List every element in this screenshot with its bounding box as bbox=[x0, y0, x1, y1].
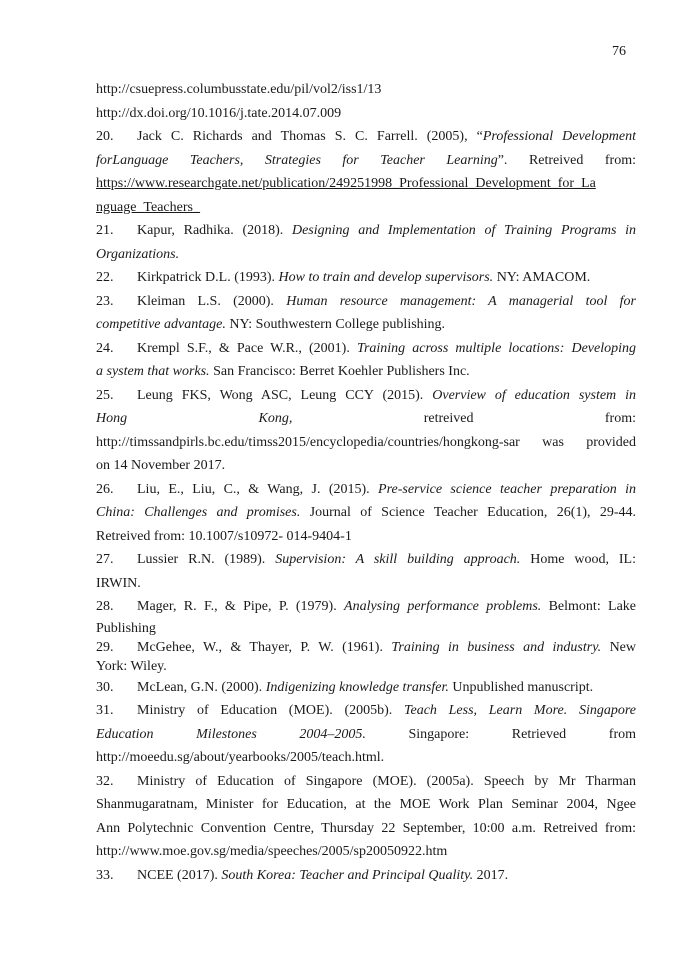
reference-line: on 14 November 2017. bbox=[96, 458, 226, 473]
reference-line: 28. Mager, R. F., & Pipe, P. (1979). Analysing performance problems. Belmont: Lake bbox=[96, 595, 636, 619]
reference-line: 20. Jack C. Richards and Thomas S. C. Farrell. (2005), “Professional Development bbox=[96, 125, 636, 149]
page-number: 76 bbox=[612, 44, 626, 59]
reference-number: 25. bbox=[96, 387, 114, 403]
reference-link[interactable]: http://moeedu.sg/about/yearbooks/2005/teach.html. bbox=[96, 750, 385, 765]
reference-line: Ann Polytechnic Convention Centre, Thursday 22 September, 10:00 a.m. Retreived from: bbox=[96, 820, 636, 836]
reference-line: Hong Kong, retreived from: bbox=[96, 411, 636, 426]
reference-item bbox=[96, 548, 636, 595]
reference-list bbox=[96, 78, 636, 887]
reference-line: China: Challenges and promises. Journal of Science Teacher Education, 26(1), 29-44. bbox=[96, 505, 636, 520]
reference-line: 33. NCEE (2017). South Korea: Teacher and Principal Quality. 2017. bbox=[96, 864, 636, 888]
reference-line: 31. Ministry of Education (MOE). (2005b). Teach Less, Learn More. Singapore bbox=[96, 699, 636, 723]
reference-line: 32. Ministry of Education of Singapore (MOE). (2005a). Speech by Mr Tharman bbox=[96, 770, 636, 794]
reference-link[interactable]: https://www.researchgate.net/publication/249251998_Professional_Development_for_La bbox=[96, 176, 596, 191]
reference-number: 26. bbox=[96, 481, 114, 497]
reference-item bbox=[96, 676, 636, 700]
reference-number: 33. bbox=[96, 867, 114, 883]
reference-line: York: Wiley. bbox=[96, 658, 167, 674]
reference-line: Organizations. bbox=[96, 246, 180, 262]
reference-number: 28. bbox=[96, 599, 114, 614]
reference-line: 22. Kirkpatrick D.L. (1993). How to train and develop supervisors. NY: AMACOM. bbox=[96, 266, 636, 290]
reference-item bbox=[96, 638, 636, 676]
reference-item bbox=[96, 864, 636, 888]
reference-line: Education Milestones 2004–2005. Singapore: Retrieved from bbox=[96, 726, 636, 742]
reference-line: http://csuepress.columbusstate.edu/pil/vol2/iss1/13 bbox=[96, 82, 382, 97]
reference-number: 27. bbox=[96, 552, 114, 567]
reference-link[interactable]: http://www.moe.gov.sg/media/speeches/2005/sp20050922.htm bbox=[96, 844, 448, 859]
reference-number: 24. bbox=[96, 340, 114, 356]
reference-number: 32. bbox=[96, 773, 114, 789]
reference-item bbox=[96, 290, 636, 337]
reference-line: http://dx.doi.org/10.1016/j.tate.2014.07.009 bbox=[96, 105, 342, 121]
reference-number: 21. bbox=[96, 223, 114, 238]
reference-line: a system that works. San Francisco: Berret Koehler Publishers Inc. bbox=[96, 364, 470, 379]
reference-item bbox=[96, 770, 636, 864]
reference-line: Publishing bbox=[96, 620, 156, 636]
reference-line: competitive advantage. NY: Southwestern College publishing. bbox=[96, 317, 446, 332]
reference-item bbox=[96, 337, 636, 384]
reference-line: 26. Liu, E., Liu, C., & Wang, J. (2015). Pre-service science teacher preparation in bbox=[96, 478, 636, 502]
reference-continuation bbox=[96, 78, 636, 125]
reference-line: 30. McLean, G.N. (2000). Indigenizing knowledge transfer. Unpublished manuscript. bbox=[96, 676, 636, 700]
reference-link[interactable]: nguage_Teachers_ bbox=[96, 199, 200, 215]
reference-line: 21. Kapur, Radhika. (2018). Designing and Implementation of Training Programs in bbox=[96, 219, 636, 243]
reference-line: Shanmugaratnam, Minister for Education, at the MOE Work Plan Seminar 2004, Ngee bbox=[96, 797, 636, 812]
reference-number: 20. bbox=[96, 129, 114, 144]
reference-number: 30. bbox=[96, 679, 114, 695]
reference-item bbox=[96, 384, 636, 478]
reference-item bbox=[96, 219, 636, 266]
reference-item bbox=[96, 595, 636, 638]
reference-line: 24. Krempl S.F., & Pace W.R., (2001). Training across multiple locations: Developing bbox=[96, 337, 636, 361]
reference-link[interactable]: http://timssandpirls.bc.edu/timss2015/encyclopedia/countries/hongkong-sar was provided bbox=[96, 434, 636, 450]
reference-number: 22. bbox=[96, 270, 114, 285]
reference-item bbox=[96, 266, 636, 290]
reference-item bbox=[96, 699, 636, 770]
reference-line: forLanguage Teachers, Strategies for Teacher Learning”. Retreived from: bbox=[96, 152, 636, 168]
reference-number: 31. bbox=[96, 703, 114, 718]
reference-line: 23. Kleiman L.S. (2000). Human resource management: A managerial tool for bbox=[96, 290, 636, 314]
reference-number: 29. bbox=[96, 639, 114, 655]
reference-line: Retreived from: 10.1007/s10972- 014-9404-1 bbox=[96, 528, 352, 544]
reference-number: 23. bbox=[96, 293, 114, 309]
reference-line: IRWIN. bbox=[96, 575, 141, 591]
reference-item bbox=[96, 125, 636, 219]
reference-item bbox=[96, 478, 636, 549]
reference-line: 27. Lussier R.N. (1989). Supervision: A skill building approach. Home wood, IL: bbox=[96, 548, 636, 572]
reference-line: 29. McGehee, W., & Thayer, P. W. (1961). Training in business and industry. New bbox=[96, 639, 636, 655]
reference-line: 25. Leung FKS, Wong ASC, Leung CCY (2015). Overview of education system in bbox=[96, 384, 636, 408]
